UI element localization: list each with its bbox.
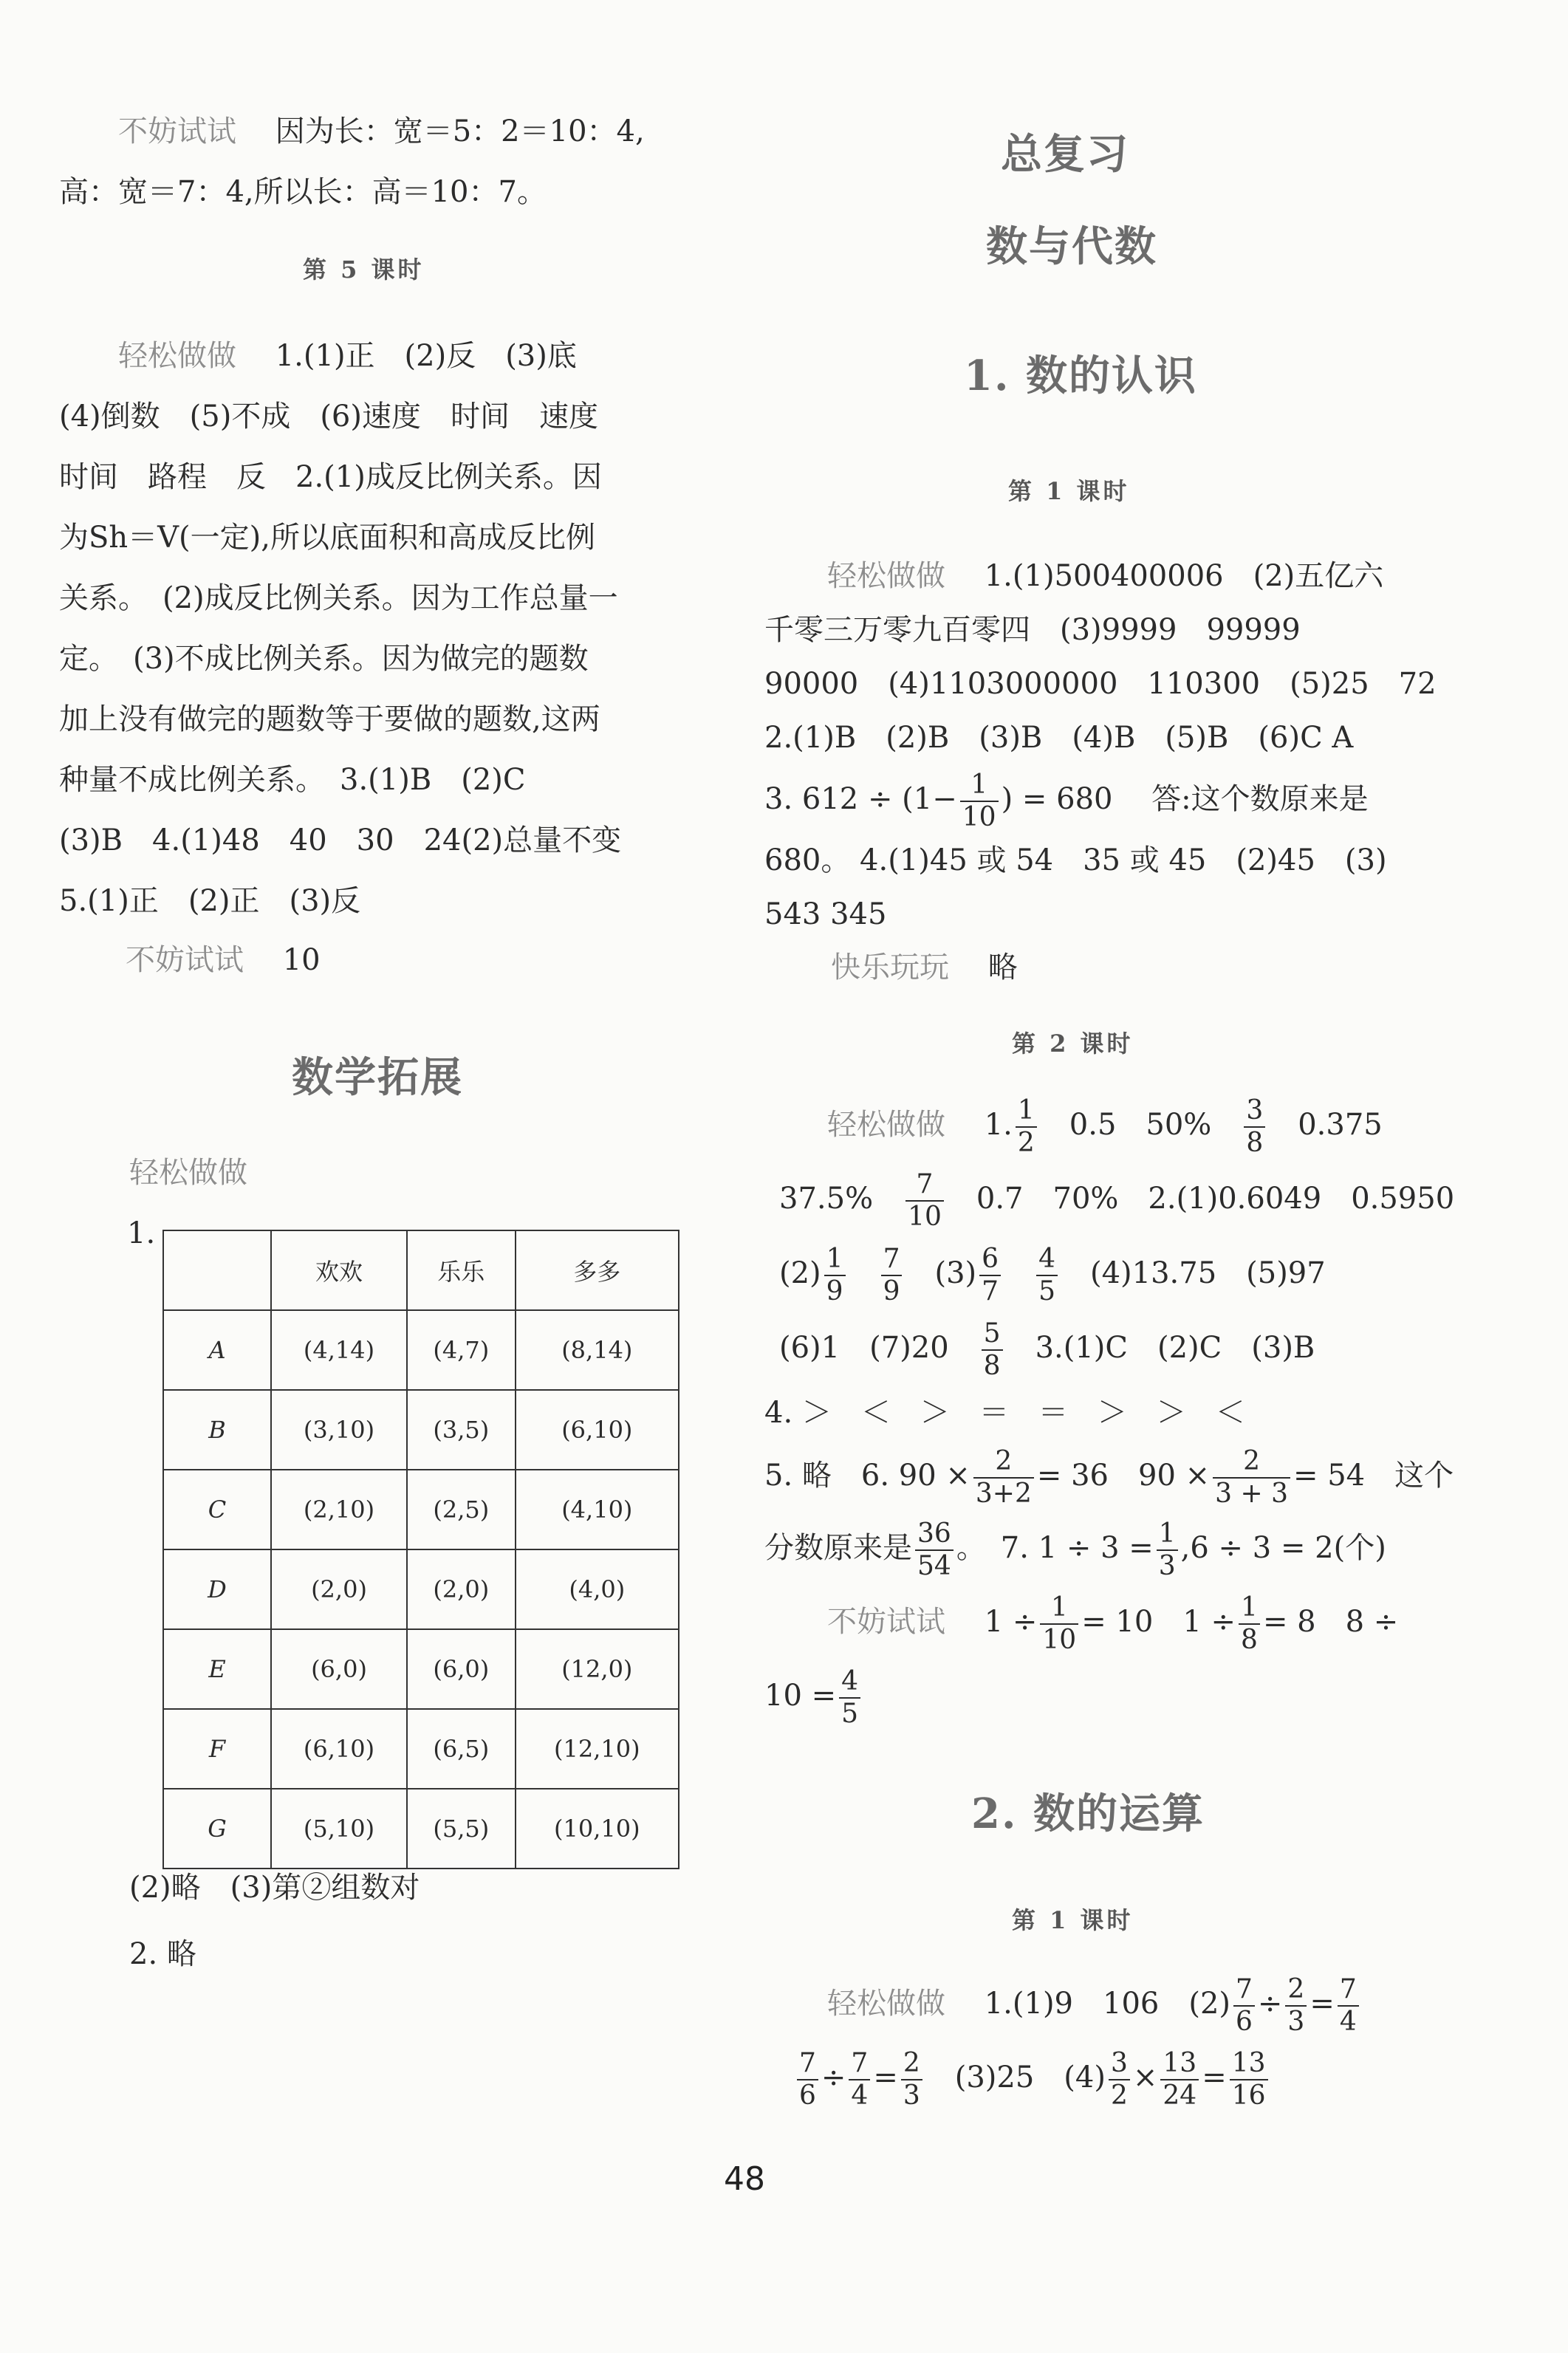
denominator: 6	[799, 2080, 816, 2111]
fraction	[979, 1246, 1001, 1305]
answer-line: 种量不成比例关系。 3.(1)B (2)C	[59, 763, 526, 797]
fraction	[824, 1246, 846, 1305]
fun-tag: 快乐玩玩	[831, 951, 949, 984]
fraction	[1338, 1976, 1359, 2035]
answer-text: 3. 612 ÷ (1−	[764, 782, 957, 816]
denominator: 9	[883, 1276, 900, 1306]
numerator: 36	[915, 1521, 954, 1551]
table-cell: (4,10)	[516, 1470, 679, 1549]
page-title: 总复习	[1001, 130, 1129, 179]
answer-text: = 54 这个	[1293, 1459, 1454, 1493]
numerator: 1	[1040, 1595, 1078, 1625]
table-cell: B	[163, 1390, 271, 1470]
answer-text: =	[873, 2061, 898, 2095]
denominator: 3	[1158, 1551, 1176, 1581]
table-header: 欢欢	[271, 1230, 407, 1310]
numerator: 7	[1338, 1976, 1359, 2007]
try-tag: 不妨试试	[118, 114, 236, 148]
numerator: 1	[1239, 1595, 1260, 1625]
table-cell: (4,0)	[516, 1549, 679, 1629]
answer-text: 0.5 50%	[1069, 1108, 1212, 1142]
numerator: 5	[982, 1321, 1003, 1351]
question-label: 1.	[127, 1216, 156, 1250]
try-tag: 不妨试试	[827, 1605, 945, 1639]
answer-text: (3)25 (4)	[954, 2061, 1106, 2095]
table-header: 多多	[516, 1230, 679, 1310]
numerator: 2	[901, 2050, 922, 2080]
answer-text: = 10 1 ÷	[1081, 1605, 1236, 1639]
denominator: 4	[851, 2080, 869, 2111]
table-cell: A	[163, 1310, 271, 1390]
table-cell: (2,0)	[407, 1549, 516, 1629]
answer-text: ×	[1132, 2061, 1158, 2095]
easy-line	[827, 1095, 1383, 1158]
denominator: 3	[1287, 2007, 1305, 2037]
numerator: 7	[881, 1246, 903, 1276]
answer-text: (3)	[934, 1256, 977, 1290]
answer-text: 5. 略 6. 90 ×	[764, 1459, 970, 1493]
try-line-3	[126, 932, 321, 988]
table-row	[163, 1549, 679, 1629]
answer-line: 5.(1)正 (2)正 (3)反	[59, 884, 361, 918]
fraction	[849, 2050, 870, 2109]
fraction	[973, 1448, 1034, 1507]
answer-text: (2)	[779, 1256, 821, 1290]
table-cell: (10,10)	[516, 1789, 679, 1869]
answer-text: (6)1 (7)20	[779, 1331, 949, 1365]
denominator: 7	[982, 1276, 999, 1306]
section-title: 数学拓展	[292, 1053, 463, 1102]
answer-text: ,6 ÷ 3 = 2(个)	[1180, 1531, 1386, 1565]
answer-line	[764, 1446, 1454, 1509]
answer-line: 关系。 (2)成反比例关系。因为工作总量一	[59, 581, 618, 615]
answer-line: (3)B 4.(1)48 40 30 24(2)总量不变	[59, 823, 622, 857]
table-corner	[163, 1230, 271, 1310]
answer-line	[779, 1318, 1315, 1381]
denominator: 10	[908, 1202, 942, 1232]
answer-line: 543 345	[764, 897, 887, 931]
try-text: 因为长：宽＝5：2＝10：4,	[275, 114, 645, 148]
denominator: 8	[1246, 1128, 1264, 1158]
try-line-1	[118, 103, 645, 160]
answer-text: 1.	[984, 1108, 1013, 1142]
easy-tag: 轻松做做	[827, 1987, 945, 2021]
try-line-2: 高：宽＝7：4,所以长：高＝10：7。	[59, 175, 547, 209]
answer-text: 。 7. 1 ÷ 3 =	[956, 1531, 1154, 1565]
fraction	[1040, 1592, 1078, 1655]
numerator: 1	[960, 772, 999, 802]
fraction	[905, 1171, 944, 1230]
table-cell: (6,10)	[516, 1390, 679, 1470]
fraction	[901, 2050, 922, 2109]
page-number: 48	[724, 2160, 765, 2198]
denominator: 16	[1231, 2080, 1266, 2111]
answer-text: 分数原来是	[764, 1531, 912, 1565]
answer-text: 1.(1)500400006 (2)五亿六	[984, 559, 1384, 593]
answer-line	[764, 1666, 863, 1729]
answer-line: 千零三万零九百零四 (3)9999 99999	[764, 613, 1301, 647]
fraction	[1036, 1246, 1058, 1305]
answer-line	[779, 1244, 1326, 1306]
table-cell: (6,0)	[271, 1629, 407, 1709]
fraction	[960, 772, 999, 831]
answer-line: 定。 (3)不成比例关系。因为做完的题数	[59, 642, 589, 676]
answer-text: 略	[987, 951, 1018, 984]
numerator: 2	[1285, 1976, 1307, 2007]
answer-line	[764, 770, 1369, 832]
table-cell: (2,10)	[271, 1470, 407, 1549]
table-cell: (6,5)	[407, 1709, 516, 1789]
answer-text: (4)13.75 (5)97	[1089, 1256, 1326, 1290]
easy-line	[118, 328, 577, 384]
table-cell: C	[163, 1470, 271, 1549]
table-cell: (2,0)	[271, 1549, 407, 1629]
answer-text: 0.7 70% 2.(1)0.6049 0.5950	[976, 1182, 1455, 1216]
table-cell: (5,10)	[271, 1789, 407, 1869]
denominator: 54	[917, 1551, 951, 1581]
fraction	[839, 1668, 860, 1727]
answer-line: 680。 4.(1)45 或 54 35 或 45 (2)45 (3)	[764, 843, 1387, 877]
try-line	[827, 1592, 1399, 1655]
numerator: 4	[1036, 1246, 1058, 1276]
easy-tag: 轻松做做	[827, 1108, 945, 1142]
answer-text: ) = 680 答:这个数原来是	[1001, 782, 1369, 816]
numerator: 1	[824, 1246, 846, 1276]
answer-text: 1 ÷	[984, 1605, 1038, 1639]
numerator: 7	[905, 1171, 944, 1202]
answer-line: 2. 略	[129, 1937, 196, 1971]
answer-line: 90000 (4)1103000000 110300 (5)25 72	[764, 667, 1437, 701]
try-tag: 不妨试试	[126, 943, 244, 977]
denominator: 5	[841, 1699, 859, 1729]
lesson-heading: 第 2 课时	[1012, 1030, 1134, 1058]
fraction	[1233, 1976, 1255, 2035]
answer-line: 4. ＞ ＜ ＞ ＝ ＝ ＞ ＞ ＜	[764, 1396, 1245, 1430]
table-cell: (3,10)	[271, 1390, 407, 1470]
easy-tag: 轻松做做	[129, 1156, 247, 1190]
table-row	[163, 1629, 679, 1709]
answer-text: 0.375	[1298, 1108, 1383, 1142]
fraction	[1213, 1448, 1290, 1507]
fraction	[1109, 2050, 1130, 2109]
answer-text: 10 =	[764, 1679, 837, 1713]
answer-text: =	[1309, 1987, 1335, 2021]
fraction	[1230, 2050, 1268, 2109]
fraction	[1244, 1097, 1265, 1157]
table-cell: F	[163, 1709, 271, 1789]
denominator: 2	[1110, 2080, 1128, 2111]
answer-text: ÷	[821, 2061, 846, 2095]
table-row	[163, 1390, 679, 1470]
denominator: 3	[903, 2080, 920, 2111]
answer-text: 3.(1)C (2)C (3)B	[1035, 1331, 1315, 1365]
numerator: 3	[1109, 2050, 1130, 2080]
fun-line	[831, 939, 1018, 996]
table-row	[163, 1470, 679, 1549]
table-cell: (6,0)	[407, 1629, 516, 1709]
fraction	[1016, 1097, 1037, 1157]
fraction	[1285, 1976, 1307, 2035]
numerator: 3	[1244, 1097, 1265, 1128]
table-row	[163, 1310, 679, 1390]
try-text: 10	[282, 943, 321, 977]
numerator: 7	[849, 2050, 870, 2080]
table-cell: (4,14)	[271, 1310, 407, 1390]
numerator: 2	[973, 1448, 1034, 1479]
answer-line: 2.(1)B (2)B (3)B (4)B (5)B (6)C A	[764, 721, 1354, 755]
answer-line: 为Sh＝V(一定),所以底面积和高成反比例	[59, 521, 595, 555]
denominator: 8	[1241, 1625, 1258, 1655]
fraction	[982, 1318, 1003, 1381]
answer-text: =	[1202, 2061, 1227, 2095]
answer-line: 时间 路程 反 2.(1)成反比例关系。因	[59, 460, 602, 494]
table-cell: (12,10)	[516, 1709, 679, 1789]
answer-text: = 8 8 ÷	[1262, 1605, 1399, 1639]
denominator: 8	[983, 1351, 1001, 1381]
denominator: 4	[1339, 2007, 1357, 2037]
denominator: 2	[1017, 1128, 1035, 1158]
table-cell: (3,5)	[407, 1390, 516, 1470]
table-row	[163, 1789, 679, 1869]
answer-line: (2)略 (3)第②组数对	[129, 1871, 420, 1905]
numerator: 7	[1233, 1976, 1255, 2007]
answer-line: (4)倒数 (5)不成 (6)速度 时间 速度	[59, 400, 598, 434]
answer-text: ÷	[1257, 1987, 1283, 2021]
coordinate-table	[162, 1230, 679, 1869]
fraction	[1160, 2050, 1199, 2109]
lesson-heading: 第 5 课时	[303, 256, 425, 284]
denominator: 6	[1236, 2007, 1253, 2037]
answer-text: 1.(1)9 106 (2)	[984, 1987, 1230, 2021]
table-cell: (8,14)	[516, 1310, 679, 1390]
answer-text: 37.5%	[779, 1182, 874, 1216]
table-cell: G	[163, 1789, 271, 1869]
numerator: 1	[1157, 1521, 1178, 1551]
easy-line	[827, 1974, 1362, 2037]
denominator: 9	[826, 1276, 843, 1306]
table-header-row	[163, 1230, 679, 1310]
table-cell: (12,0)	[516, 1629, 679, 1709]
section-title: 2. 数的运算	[971, 1789, 1205, 1838]
denominator: 3+2	[975, 1479, 1032, 1509]
numerator: 13	[1160, 2050, 1199, 2080]
lesson-heading: 第 1 课时	[1008, 477, 1130, 505]
table-cell: D	[163, 1549, 271, 1629]
table-cell: (2,5)	[407, 1470, 516, 1549]
numerator: 6	[979, 1246, 1001, 1276]
numerator: 7	[797, 2050, 818, 2080]
numerator: 2	[1213, 1448, 1290, 1479]
easy-line	[827, 548, 1383, 604]
table-cell: (5,5)	[407, 1789, 516, 1869]
table-cell: (4,7)	[407, 1310, 516, 1390]
answer-text: = 36 90 ×	[1036, 1459, 1211, 1493]
lesson-heading: 第 1 课时	[1012, 1906, 1134, 1934]
denominator: 10	[1042, 1625, 1077, 1655]
fraction	[1157, 1518, 1178, 1581]
numerator: 1	[1016, 1097, 1037, 1128]
table-row	[163, 1709, 679, 1789]
numerator: 4	[839, 1668, 860, 1699]
answer-line	[794, 2048, 1271, 2111]
numerator: 13	[1230, 2050, 1268, 2080]
table-cell: (6,10)	[271, 1709, 407, 1789]
table-header: 乐乐	[407, 1230, 516, 1310]
fraction	[797, 2050, 818, 2109]
table-cell: E	[163, 1629, 271, 1709]
denominator: 24	[1163, 2080, 1197, 2111]
answer-line: 加上没有做完的题数等于要做的题数,这两	[59, 702, 600, 736]
easy-tag: 轻松做做	[827, 559, 945, 593]
easy-tag: 轻松做做	[118, 339, 236, 373]
page-subtitle: 数与代数	[986, 222, 1157, 271]
denominator: 5	[1038, 1276, 1055, 1306]
answer-text: 1.(1)正 (2)反 (3)底	[275, 339, 577, 373]
denominator: 10	[962, 802, 996, 832]
fraction	[881, 1246, 903, 1305]
fraction	[1239, 1592, 1260, 1655]
fraction	[915, 1518, 954, 1581]
answer-line	[779, 1169, 1455, 1232]
section-title: 1. 数的认识	[964, 352, 1197, 400]
answer-line	[764, 1518, 1386, 1581]
denominator: 3 + 3	[1215, 1479, 1288, 1509]
